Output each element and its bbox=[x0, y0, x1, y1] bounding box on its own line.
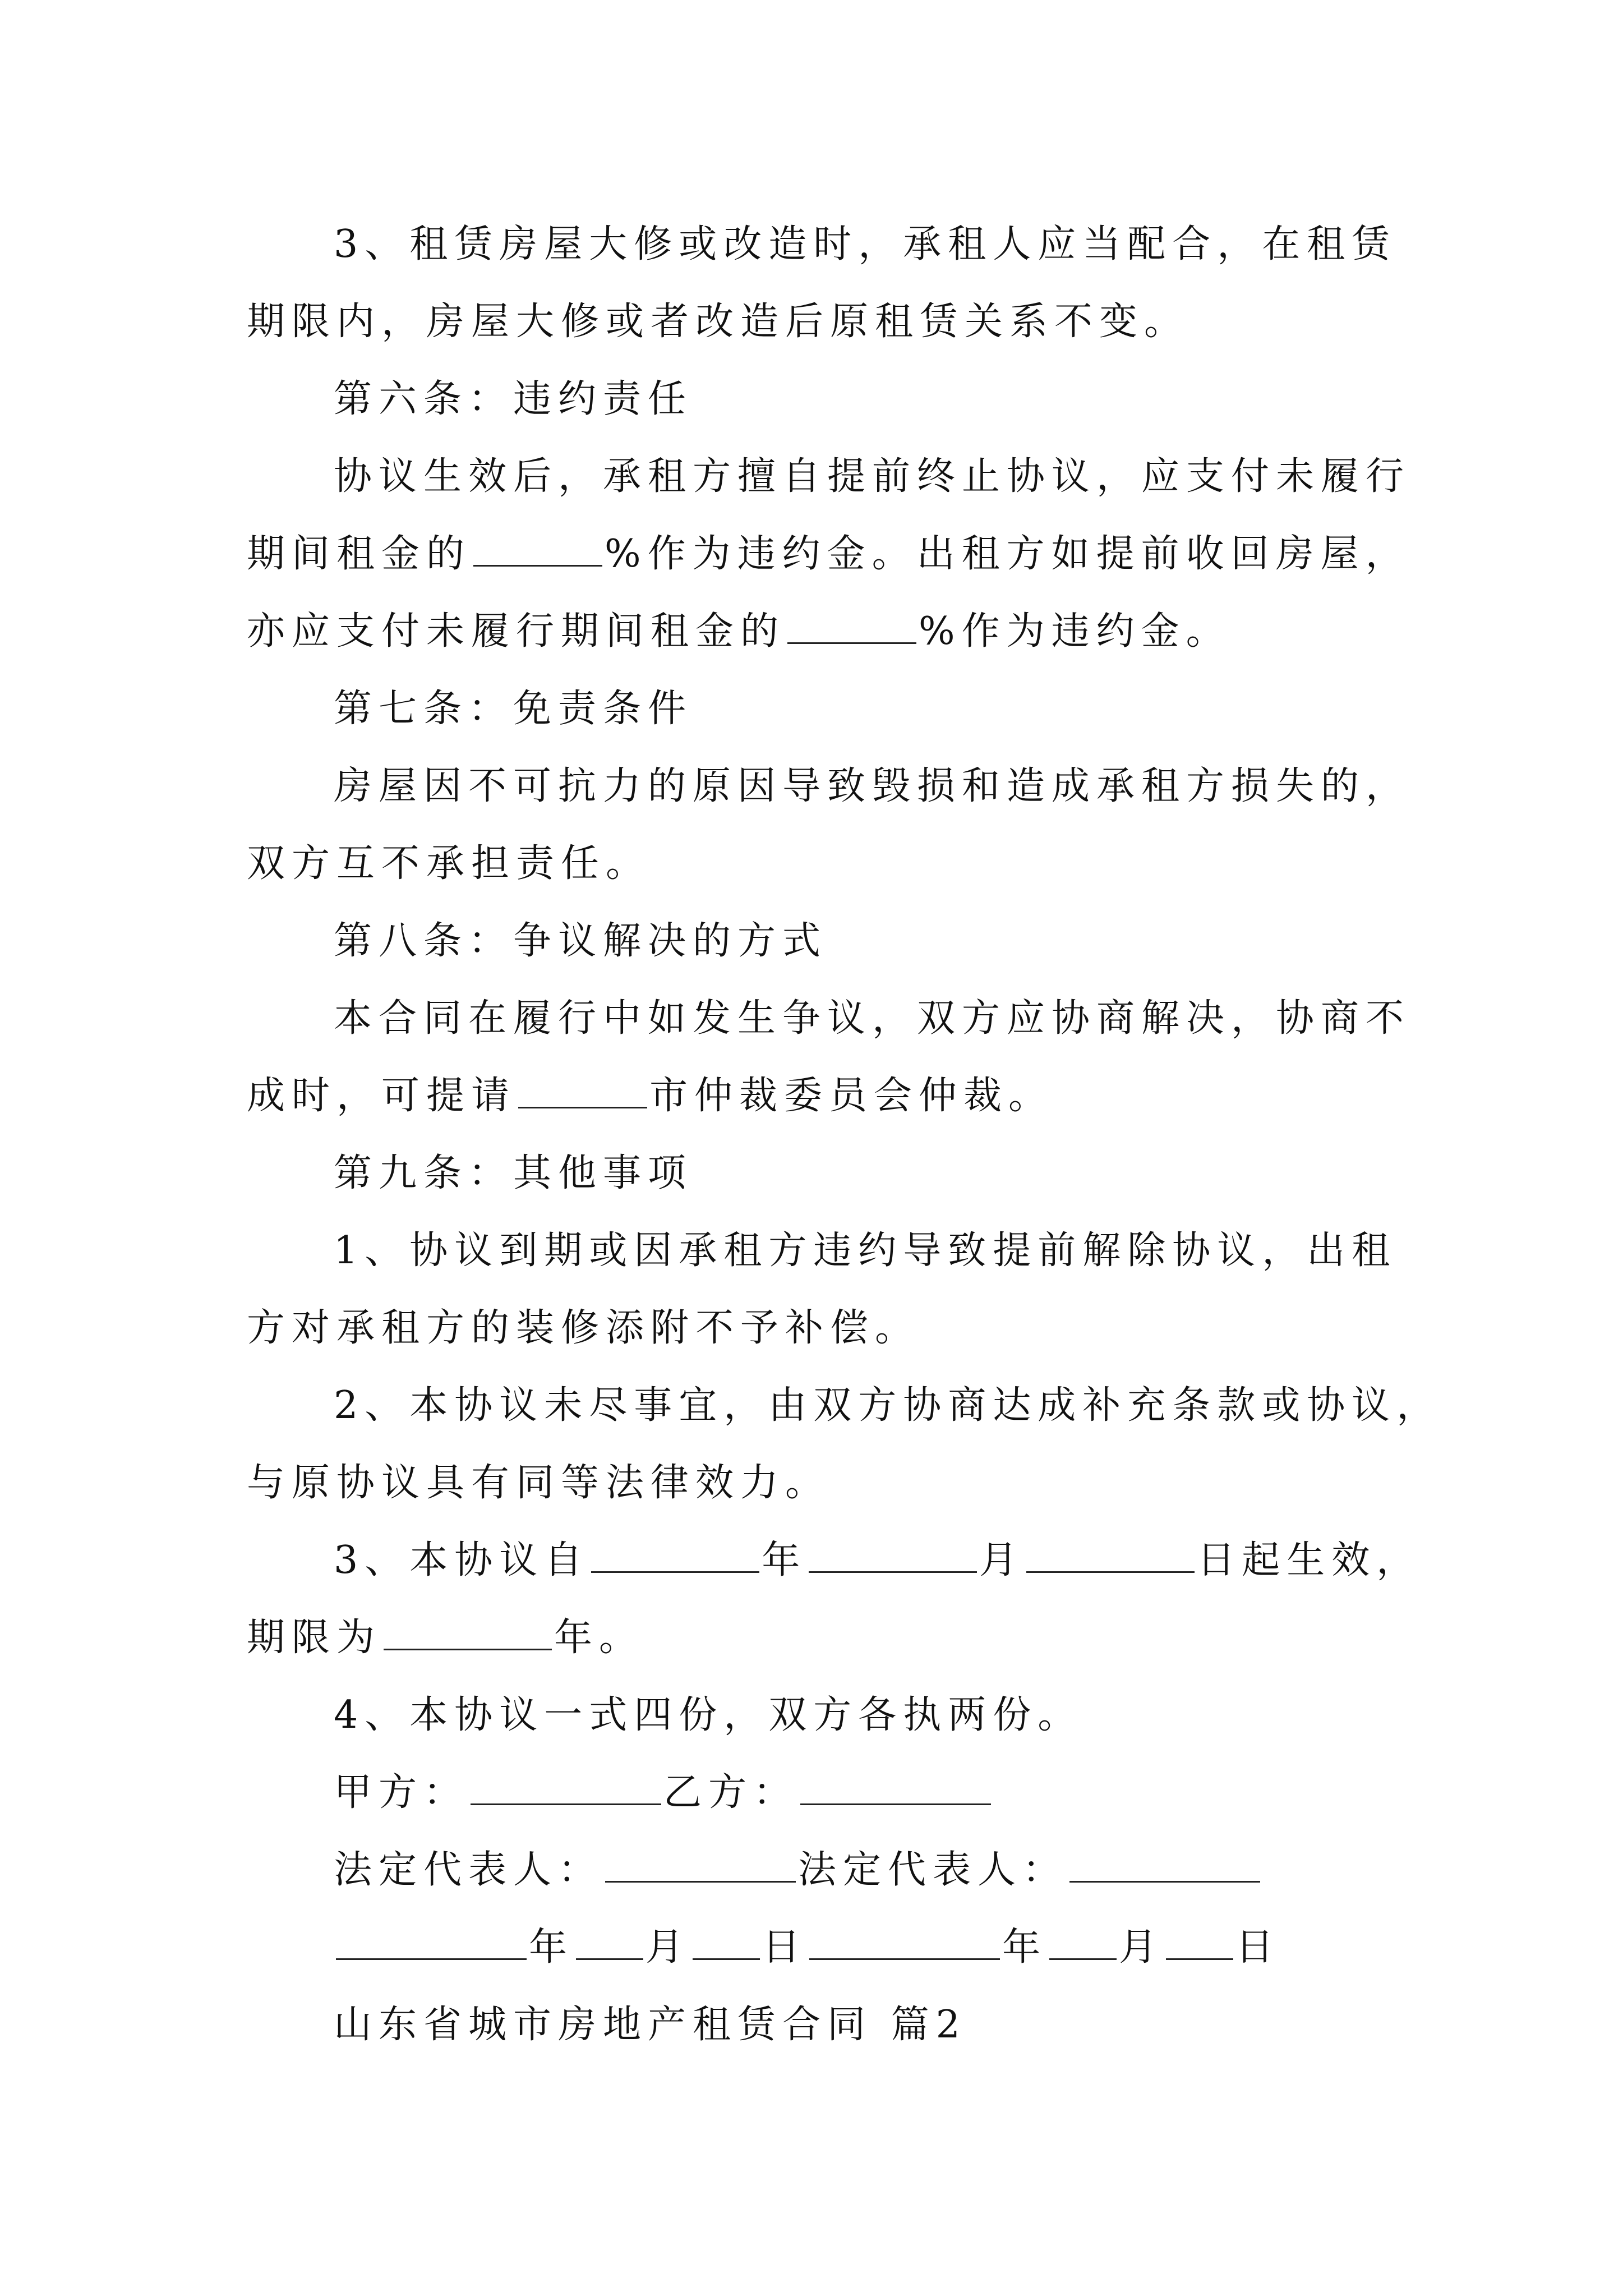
text: 日 bbox=[1235, 1925, 1281, 1970]
text: 年 bbox=[762, 1538, 807, 1582]
fill-blank bbox=[800, 1770, 991, 1805]
text: 市仲裁委员会仲裁。 bbox=[649, 1074, 1054, 1118]
fill-blank bbox=[591, 1538, 759, 1573]
signature-line bbox=[0, 1837, 1623, 1904]
text: 方对承租方的装修添附不予补偿。 bbox=[247, 1306, 920, 1350]
text: 第六条：违约责任 bbox=[334, 377, 693, 421]
text: 月 bbox=[1119, 1925, 1164, 1970]
date-line bbox=[0, 1914, 1623, 1981]
section-heading bbox=[0, 908, 1623, 975]
paragraph-line bbox=[0, 1604, 1623, 1672]
text: 第七条：免责条件 bbox=[334, 687, 693, 731]
fill-blank bbox=[336, 1925, 527, 1960]
section-heading bbox=[0, 1140, 1623, 1207]
text: 3、本协议自 bbox=[334, 1538, 589, 1582]
text: 1、协议到期或因承租方违约导致提前解除协议，出租 bbox=[334, 1228, 1397, 1273]
paragraph-line bbox=[0, 1372, 1623, 1439]
fill-blank bbox=[809, 1925, 1000, 1960]
fill-blank bbox=[518, 1073, 647, 1108]
paragraph-line bbox=[0, 985, 1623, 1052]
fill-blank bbox=[576, 1925, 643, 1960]
text: 乙方： bbox=[663, 1770, 799, 1815]
fill-blank bbox=[1049, 1925, 1117, 1960]
signature-line bbox=[0, 1759, 1623, 1826]
text: 亦应支付未履行期间租金的 bbox=[247, 609, 786, 654]
section-heading bbox=[0, 675, 1623, 743]
text: 3、租赁房屋大修或改造时，承租人应当配合，在租赁 bbox=[334, 222, 1397, 266]
paragraph-line bbox=[0, 1527, 1623, 1594]
fill-blank bbox=[471, 1770, 661, 1805]
text: 法定代表人： bbox=[334, 1848, 603, 1892]
fill-blank bbox=[787, 609, 916, 644]
text: 2、本协议未尽事宜，由双方协商达成补充条款或协议， bbox=[334, 1383, 1442, 1428]
text: 期间租金的 bbox=[247, 532, 472, 576]
paragraph-line bbox=[0, 753, 1623, 820]
text: 期限内，房屋大修或者改造后原租赁关系不变。 bbox=[247, 300, 1189, 344]
text: 年。 bbox=[554, 1616, 644, 1660]
text: 第九条：其他事项 bbox=[334, 1151, 693, 1195]
text: 本合同在履行中如发生争议，双方应协商解决，协商不 bbox=[334, 996, 1411, 1041]
paragraph-line bbox=[0, 443, 1623, 510]
text: 双方互不承担责任。 bbox=[247, 841, 651, 886]
text: 法定代表人： bbox=[798, 1848, 1068, 1892]
paragraph-line bbox=[0, 830, 1623, 898]
paragraph-line bbox=[0, 1450, 1623, 1517]
fill-blank bbox=[605, 1847, 796, 1883]
fill-blank bbox=[384, 1615, 552, 1650]
text: 第八条：争议解决的方式 bbox=[334, 919, 828, 963]
text: 日起生效， bbox=[1197, 1538, 1422, 1582]
paragraph-line bbox=[0, 1062, 1623, 1130]
text: 日 bbox=[762, 1925, 808, 1970]
text: 与原协议具有同等法律效力。 bbox=[247, 1461, 831, 1505]
paragraph-line bbox=[0, 598, 1623, 665]
text: %作为违约金。 bbox=[919, 609, 1231, 654]
text: 年 bbox=[529, 1925, 574, 1970]
text: 协议生效后，承租方擅自提前终止协议，应支付未履行 bbox=[334, 454, 1411, 499]
fill-blank bbox=[473, 531, 602, 567]
section-heading bbox=[0, 366, 1623, 433]
document-title-line bbox=[0, 1991, 1623, 2059]
text: 月 bbox=[979, 1538, 1025, 1582]
paragraph-line bbox=[0, 288, 1623, 356]
paragraph-line bbox=[0, 1682, 1623, 1749]
paragraph-line bbox=[0, 1217, 1623, 1285]
text: 月 bbox=[645, 1925, 691, 1970]
text: 期限为 bbox=[247, 1616, 382, 1660]
fill-blank bbox=[1069, 1847, 1260, 1883]
text: 成时，可提请 bbox=[247, 1074, 517, 1118]
text: 山东省城市房地产租赁合同 篇2 bbox=[334, 2003, 967, 2047]
text: 房屋因不可抗力的原因导致毁损和造成承租方损失的， bbox=[334, 764, 1411, 808]
fill-blank bbox=[693, 1925, 760, 1960]
text: 年 bbox=[1002, 1925, 1048, 1970]
text: 甲方： bbox=[334, 1770, 469, 1815]
paragraph-line bbox=[0, 1295, 1623, 1362]
text: %作为违约金。出租方如提前收回房屋， bbox=[605, 532, 1410, 576]
fill-blank bbox=[1166, 1925, 1233, 1960]
fill-blank bbox=[809, 1538, 977, 1573]
fill-blank bbox=[1026, 1538, 1195, 1573]
paragraph-line bbox=[0, 521, 1623, 588]
paragraph-line bbox=[0, 211, 1623, 278]
text: 4、本协议一式四份，双方各执两份。 bbox=[334, 1693, 1083, 1737]
